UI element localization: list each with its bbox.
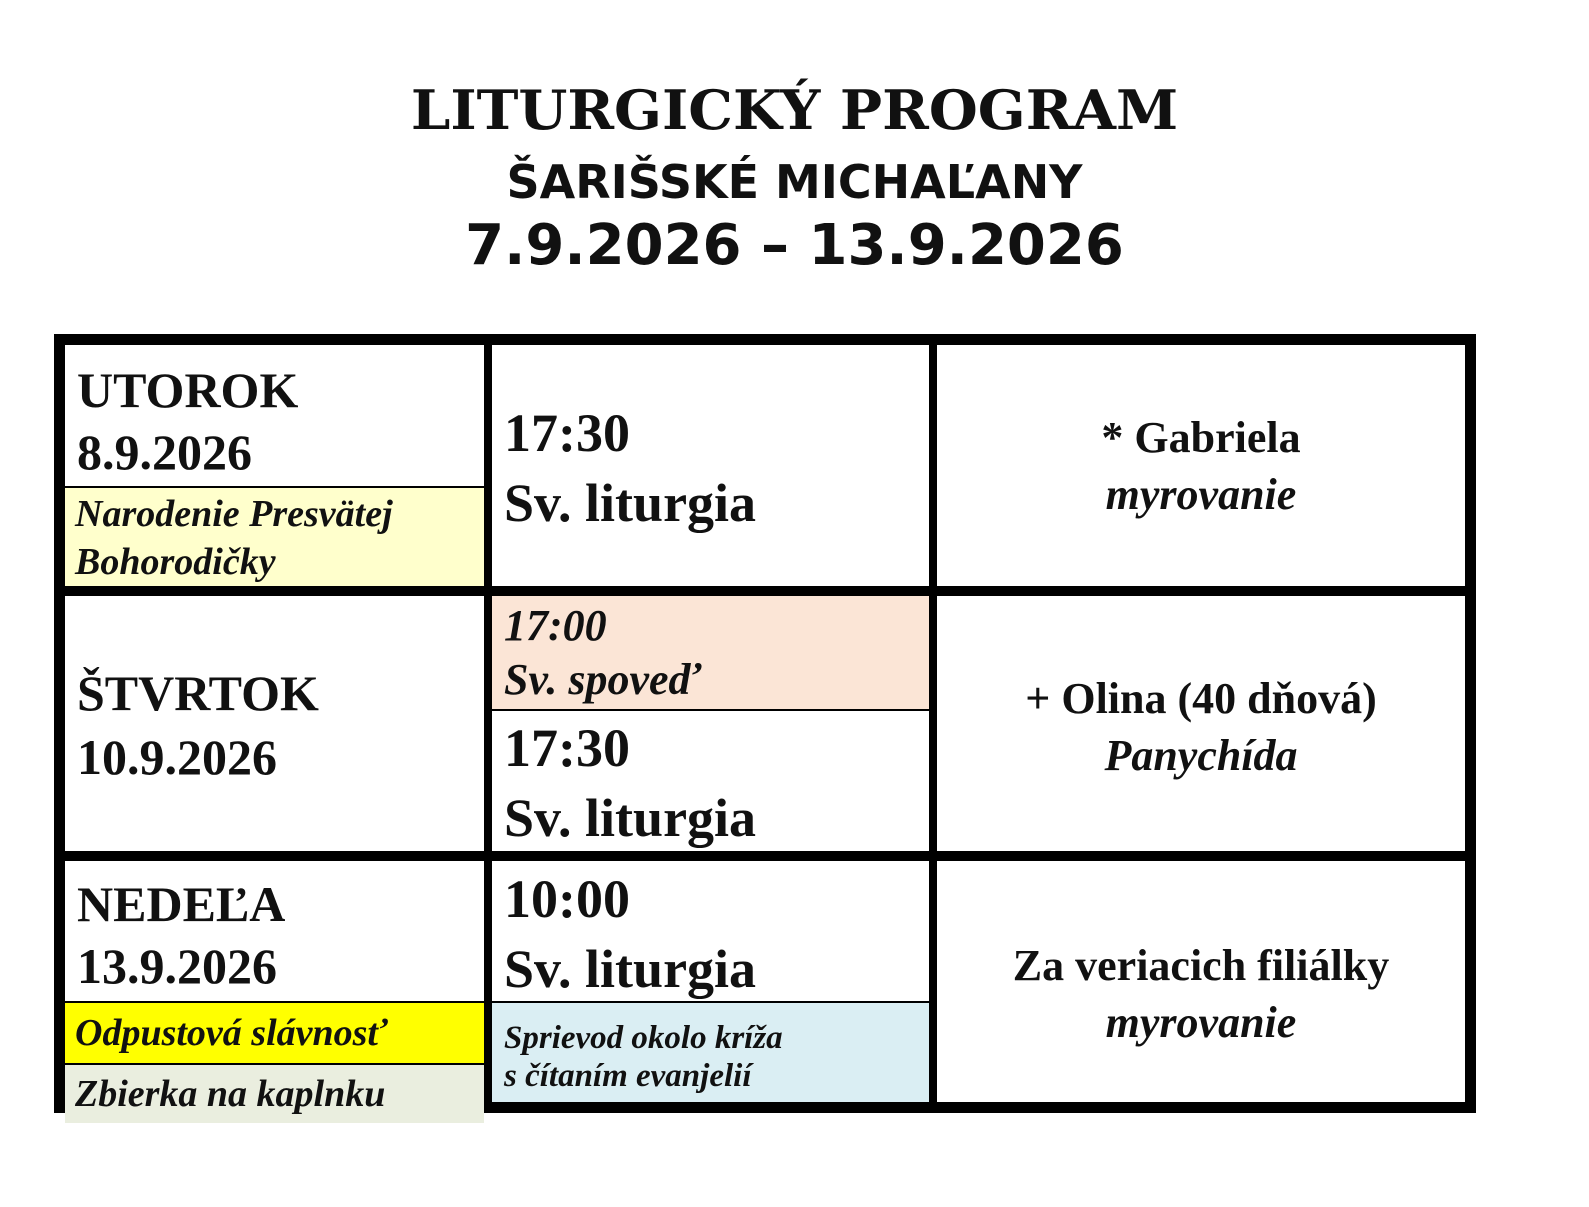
day-cell-thursday xyxy=(65,596,484,851)
procession-line: s čítaním evanjelií xyxy=(504,1058,752,1094)
intention-subtext: myrovanie xyxy=(1105,470,1297,519)
confession-time: 17:00 xyxy=(504,601,607,650)
confession-block xyxy=(492,596,929,711)
intention-text: Za veriacich filiálky xyxy=(1012,941,1390,990)
intention-text: * Gabriela xyxy=(1101,413,1301,462)
service-name: Sv. liturgia xyxy=(504,939,757,999)
day-name: UTOROK xyxy=(77,362,299,418)
time-cell-tuesday xyxy=(492,345,929,586)
feast-label: Narodenie Presvätej Bohorodičky xyxy=(65,486,484,586)
day-date: 10.9.2026 xyxy=(77,729,277,785)
service-time: 17:30 xyxy=(504,718,630,778)
day-cell-tuesday xyxy=(65,345,484,586)
service-time: 10:00 xyxy=(504,869,630,929)
parish-name: ŠARIŠSKÉ MICHAĽANY xyxy=(506,155,1083,209)
date-range: 7.9.2026 – 13.9.2026 xyxy=(465,213,1124,278)
procession-line: Sprievod okolo kríža xyxy=(504,1020,783,1056)
intention-cell-tuesday xyxy=(937,345,1465,586)
time-cell-thursday xyxy=(492,596,929,851)
page-title: LITURGICKÝ PROGRAM xyxy=(410,78,1179,142)
day-date: 13.9.2026 xyxy=(77,938,277,994)
intention-cell-thursday xyxy=(937,596,1465,851)
intention-subtext: Panychída xyxy=(1104,731,1298,780)
time-cell-sunday xyxy=(492,861,929,1102)
day-date: 8.9.2026 xyxy=(77,424,252,480)
day-cell-sunday xyxy=(65,861,484,1115)
day-name: NEDEĽA xyxy=(77,876,286,932)
confession-label: Sv. spoveď xyxy=(504,655,702,704)
intention-cell-sunday xyxy=(937,861,1465,1102)
procession-block xyxy=(492,1001,929,1102)
intention-subtext: myrovanie xyxy=(1105,998,1297,1047)
collection-label: Zbierka na kaplnku xyxy=(65,1063,484,1123)
service-time: 17:30 xyxy=(504,403,630,463)
feast-label: Odpustová slávnosť xyxy=(65,1001,484,1063)
service-name: Sv. liturgia xyxy=(504,788,757,848)
schedule-table xyxy=(54,334,1476,1113)
day-name: ŠTVRTOK xyxy=(77,665,319,721)
service-name: Sv. liturgia xyxy=(504,473,757,533)
intention-text: + Olina (40 dňová) xyxy=(1025,674,1377,723)
